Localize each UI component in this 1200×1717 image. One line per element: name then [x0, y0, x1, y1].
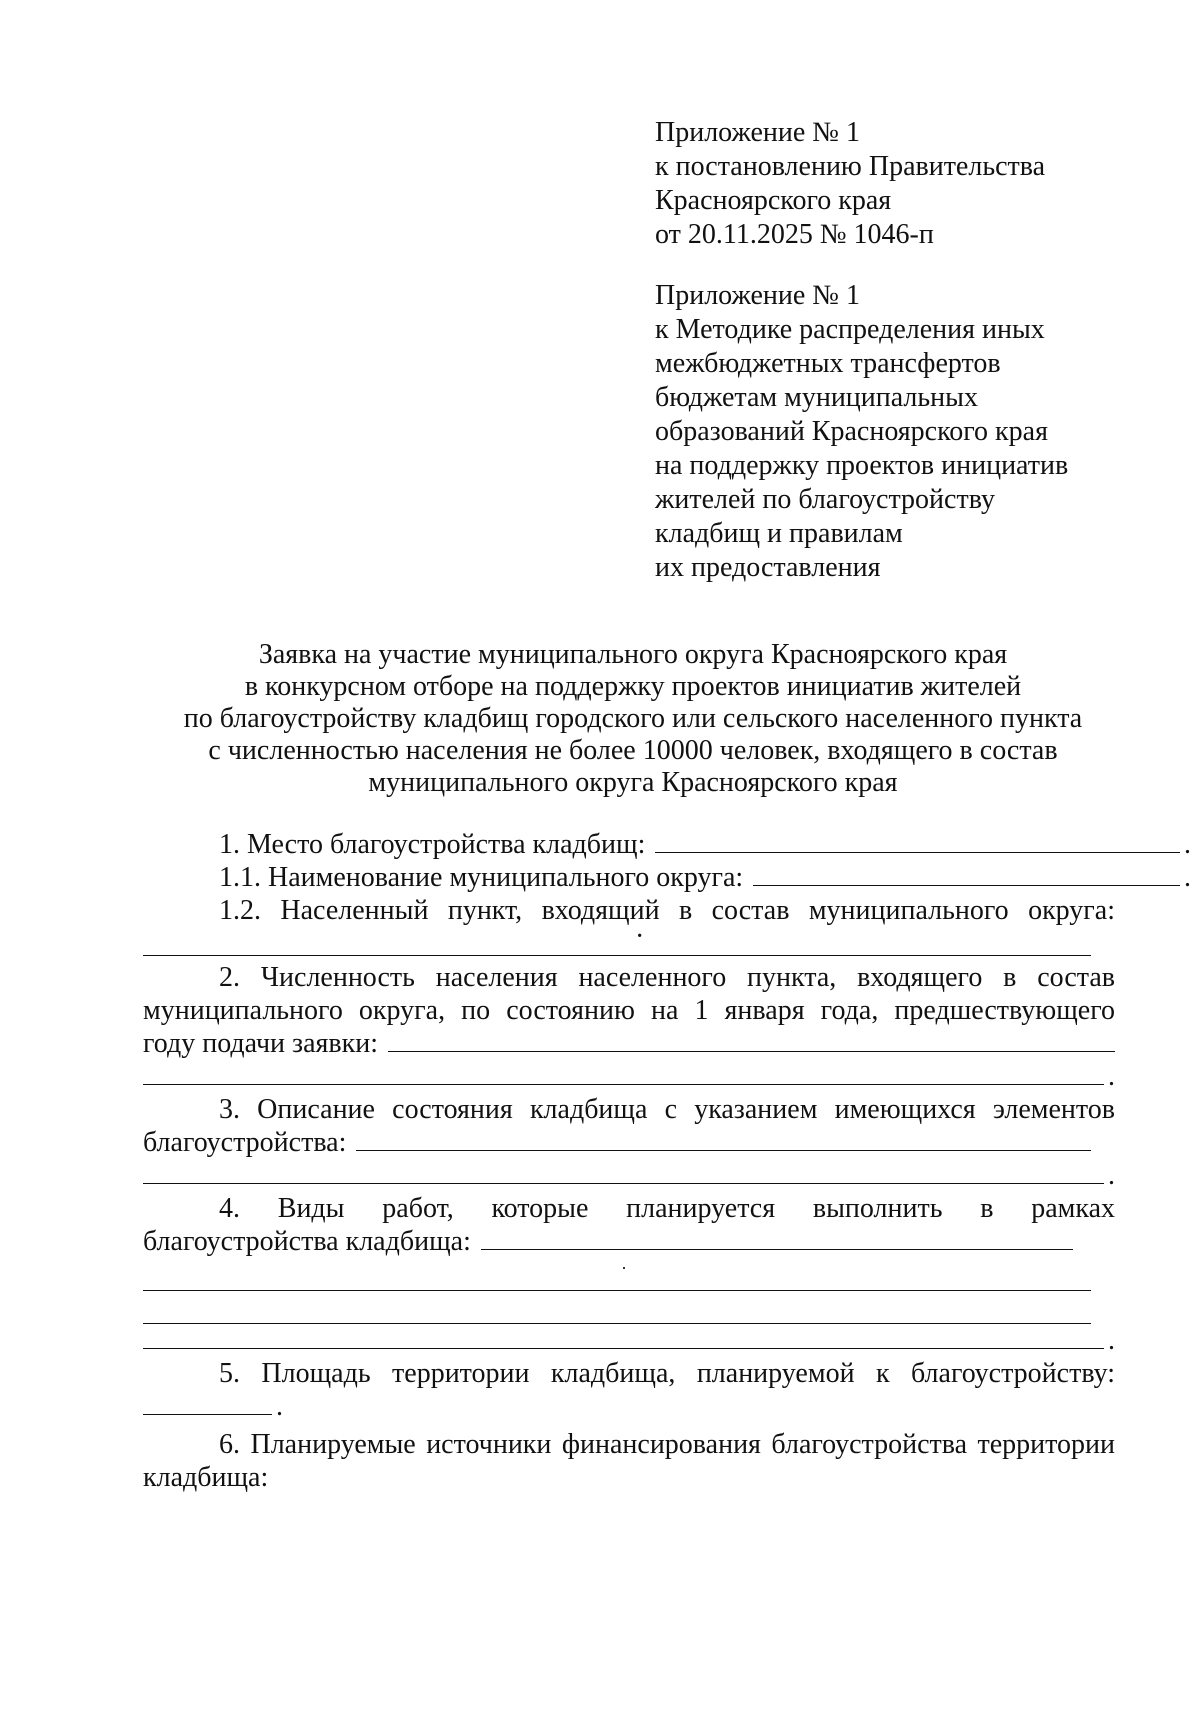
scan-dot: · — [635, 921, 645, 952]
approval-line: Приложение № 1 — [655, 280, 860, 311]
item-4-line-1: 4. Виды работ, которые планируется выполнить в рамках — [219, 1193, 1115, 1224]
title-line: по благоустройству кладбищ городского или сельского населенного пункта — [183, 703, 1083, 734]
approval-line: их предоставления — [655, 552, 881, 583]
form-item-cemetery-location — [143, 828, 1191, 861]
cemetery-location-field[interactable] — [655, 851, 1180, 853]
item-1-1-label: 1.1. Наименование муниципального округа: — [219, 862, 744, 893]
area-field[interactable] — [143, 1413, 272, 1415]
title-line: муниципального округа Красноярского края — [368, 767, 898, 798]
work-types-continuation — [143, 1324, 1115, 1357]
period: . — [1108, 1061, 1115, 1092]
item-3-line-2: благоустройства: — [143, 1127, 347, 1158]
item-6-line-2: кладбища: — [143, 1462, 269, 1493]
approval-line: бюджетам муниципальных — [655, 382, 978, 413]
work-types-field-line-2[interactable] — [143, 1290, 1091, 1291]
population-field[interactable] — [388, 1050, 1115, 1052]
approval-line: межбюджетных трансфертов — [655, 348, 1001, 379]
approval-block-government-resolution — [655, 116, 1175, 252]
form-item-area — [143, 1390, 283, 1423]
scan-dot: · — [621, 1258, 627, 1278]
approval-line: кладбищ и правилам — [655, 518, 903, 549]
period: . — [1184, 829, 1191, 860]
period: . — [1108, 1325, 1115, 1356]
cemetery-condition-field-line-2[interactable] — [143, 1182, 1104, 1184]
approval-line: образований Красноярского края — [655, 416, 1048, 447]
form-item-municipal-district — [143, 861, 1191, 894]
population-field-line-2[interactable] — [143, 1083, 1104, 1085]
document-title — [143, 639, 1123, 799]
item-2-line-3: году подачи заявки: — [143, 1028, 378, 1059]
item-3-line-1: 3. Описание состояния кладбища с указанием имеющихся элементов — [219, 1094, 1115, 1125]
approval-line: Красноярского края — [655, 185, 892, 216]
approval-line: к Методике распределения иных — [655, 314, 1045, 345]
item-2-line-1: 2. Численность населения населенного пункта, входящего в состав — [219, 962, 1115, 993]
item-5-line-1: 5. Площадь территории кладбища, планируемой к благоустройству: — [219, 1358, 1115, 1389]
period: . — [1184, 862, 1191, 893]
settlement-name-field[interactable] — [143, 955, 1091, 956]
form-item-cemetery-condition — [143, 1126, 1091, 1159]
title-line: Заявка на участие муниципального округа Красноярского края — [258, 639, 1008, 670]
form-item-population — [143, 1027, 1115, 1060]
item-6-line-1: 6. Планируемые источники финансирования благоустройства территории — [219, 1429, 1115, 1460]
item-1-label: 1. Место благоустройства кладбищ: — [219, 829, 646, 860]
work-types-field-line-4[interactable] — [143, 1347, 1104, 1349]
period: . — [276, 1391, 283, 1422]
form-item-work-types — [143, 1225, 1073, 1258]
municipal-district-name-field[interactable] — [753, 884, 1180, 886]
approval-line: Приложение № 1 — [655, 117, 860, 148]
period: . — [1108, 1160, 1115, 1191]
approval-line: жителей по благоустройству — [655, 484, 995, 515]
cemetery-condition-continuation — [143, 1159, 1115, 1192]
approval-line: к постановлению Правительства — [655, 151, 1046, 182]
title-line: в конкурсном отборе на поддержку проектов инициатив жителей — [244, 671, 1022, 702]
approval-block-methodology — [655, 279, 1175, 585]
item-1-2-label: 1.2. Населенный пункт, входящий в состав муниципального округа: — [219, 895, 1115, 926]
approval-line: на поддержку проектов инициатив — [655, 450, 1069, 481]
cemetery-condition-field[interactable] — [356, 1149, 1091, 1151]
work-types-field[interactable] — [481, 1248, 1073, 1250]
title-line: с численностью населения не более 10000 человек, входящего в состав — [208, 735, 1058, 766]
population-field-continuation — [143, 1060, 1115, 1093]
approval-line: от 20.11.2025 № 1046-п — [655, 219, 934, 250]
item-2-line-2: муниципального округа, по состоянию на 1 января года, предшествующего — [143, 995, 1115, 1026]
item-4-line-2: благоустройства кладбища: — [143, 1226, 471, 1257]
